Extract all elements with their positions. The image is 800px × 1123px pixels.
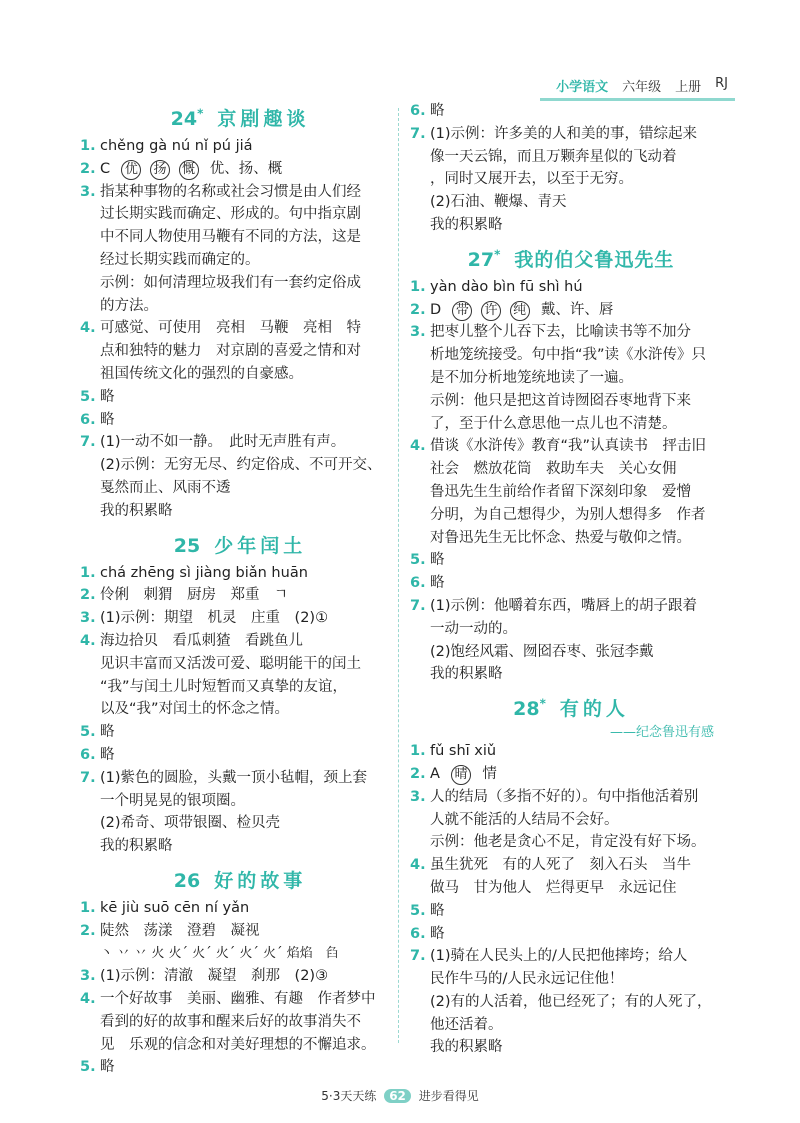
text-line: 的方法。 [100,297,158,314]
footer-brand: 5·3天天练 [321,1089,377,1103]
answer-5: 5. 略 [80,724,115,741]
answer-3: 3. 指某种事物的名称或社会习惯是由人们经 [80,183,361,200]
answer-4: 4. 海边拾贝 看瓜刺猹 看跳鱼儿 [80,632,303,649]
answer-1: 1. yàn dào bìn fū shì hú [410,278,583,295]
answer-6: 6. 略 [80,746,115,763]
text-line: (2)示例：无穷无尽、约定俗成、不可开交、 [100,457,382,474]
footer-slogan: 进步看得见 [418,1089,479,1103]
answer-2: 2. A 晴 情 [410,763,732,786]
section-title-27: 27* 我的伯父鲁迅先生 [467,247,675,271]
text-line: 示例：他只是把这首诗囫囵吞枣地背下来 [430,392,691,409]
answer-3: 3. 把枣儿整个儿吞下去，比喻读书等不加分 [410,324,691,341]
text-line: 戛然而止、风雨不透 [100,479,231,496]
accumulation-note: 我的积累略 [100,502,173,519]
text-line: 点和独特的魅力 对京剧的喜爱之情和对 [100,343,361,360]
text-line: (2)石油、鞭爆、青天 [430,194,567,211]
text-line: 社会 燃放花筒 救助车夫 关心女佣 [430,461,677,478]
text-line: 看到的好的故事和醒来后好的故事消失不 [100,1013,361,1030]
answer-5: 5. 略 [410,552,445,569]
text-line: “我”与闰土儿时短暂而又真挚的友谊， [100,678,348,695]
answer-5: 5. 略 [410,902,445,919]
circled-char: 晴 [451,765,471,785]
text-line: 像一天云锦，而且万颗奔星似的飞动着 [430,148,677,165]
section-title-24: 24* 京剧趣谈 [170,106,310,130]
text-line: 了，至于什么意思他一点儿也不清楚。 [430,415,677,432]
page-footer [0,1087,800,1104]
header-subject: 小学语文 [556,80,609,95]
section-title-25: 25 少年闰土 [173,534,307,557]
text-line: 见识丰富而又活泼可爱、聪明能干的闰土 [100,655,361,672]
text-line: 见 乐观的信念和对美好理想的不懈追求。 [100,1036,376,1053]
header-volume: 上册 [675,80,702,95]
text-line: 人就不能活的人结局不会好。 [430,811,619,828]
text-line: 是不加分析地笼统地读了一遍。 [430,369,633,386]
text-line: (2)饱经风霜、囫囵吞枣、张冠李戴 [430,643,654,660]
text-line: 示例：他老是贪心不足，肯定没有好下场。 [430,834,706,851]
text-line: 分明，为自己想得少，为别人想得多 作者 [430,506,706,523]
page-header [556,76,728,95]
section-title-26: 26 好的故事 [173,869,307,892]
right-column [410,100,732,1059]
text-line: 中不同人物使用马鞭有不同的方法，这是 [100,229,361,246]
stroke-order: 丶 丷 丷 火 火ˊ 火ˊ 火ˊ 火ˊ 火ˊ 焰焰 臽 [100,945,339,961]
answer-4: 4. 借谈《水浒传》教育“我”认真读书 抨击旧 [410,438,707,455]
header-edition: RJ [715,76,728,91]
answer-6: 6. 略 [80,411,115,428]
answer-2: 2. C 优 扬 慨 优、扬、概 [80,158,400,181]
answer-6: 6. 略 [410,575,445,592]
answer-4: 4. 虽生犹死 有的人死了 刻入石头 当牛 [410,857,691,874]
text-line: (2)有的人活着，他已经死了；有的人死了， [430,993,712,1010]
text-line: (2)希奇、项带银圈、检贝壳 [100,815,281,832]
answer-7: 7. (1)骑在人民头上的/人民把他摔垮；给人 [410,948,688,965]
answer-3: 3. (1)示例：清澈 凝望 刹那 (2)③ [80,968,329,985]
text-line: 民作牛马的/人民永远记住他！ [430,971,624,988]
text-line: 做马 甘为他人 烂得更早 永远记住 [430,879,677,896]
text-line: 鲁迅先生生前给作者留下深刻印象 爱憎 [430,483,691,500]
accumulation-note: 我的积累略 [430,666,503,683]
answer-3: 3. 人的结局（多指不好的）。句中指他活着别 [410,788,699,805]
circled-char: 慨 [179,160,199,180]
text-line: 以及“我”对闰土的怀念之情。 [100,701,290,718]
answer-2: 2. 陡然 荡漾 澄碧 凝视 [80,922,260,939]
text-line: 对鲁迅先生无比怀念、热爱与敬仰之情。 [430,529,691,546]
answer-7: 7. (1)紫色的圆脸，头戴一顶小毡帽，颈上套 [80,769,368,786]
circled-char: 扬 [150,160,170,180]
answer-2: 2. D 带 许 纯 戴、许、唇 [410,299,732,322]
left-column [80,100,400,1079]
text-line: 示例：如何清理垃圾我们有一套约定俗成 [100,274,361,291]
circled-char: 纯 [510,301,530,321]
circled-char: 带 [452,301,472,321]
answer-1: 1. kē jiù suō cēn ní yǎn [80,899,250,916]
text-line: 祖国传统文化的强烈的自豪感。 [100,365,303,382]
answer-6: 6. 略 [410,925,445,942]
text-line: 他还活着。 [430,1016,503,1033]
answer-1: 1. chá zhēng sì jiàng biǎn huān [80,564,308,581]
answer-4: 4. 一个好故事 美丽、幽雅、有趣 作者梦中 [80,991,376,1008]
section-subtitle: ——纪念鲁迅有感 [609,725,714,741]
answer-1: 1. chěng gà nú nǐ pú jiá [80,138,253,154]
answer-5: 5. 略 [80,1059,115,1076]
circled-char: 许 [481,301,501,321]
answer-7: 7. (1)一动不如一静。 此时无声胜有声。 [80,434,346,451]
page-number: 62 [384,1089,411,1103]
text-line: 过长期实践而确定、形成的。句中指京剧 [100,206,361,223]
answer-7: 7. (1)示例：他嚼着东西，嘴唇上的胡子跟着 [410,597,698,614]
text-line: 一动一动的。 [430,620,517,637]
accumulation-note: 我的积累略 [430,216,503,233]
answer-7: 7. (1)示例：许多美的人和美的事，错综起来 [410,125,698,142]
answer-4: 4. 可感觉、可使用 亮相 马鞭 亮相 特 [80,320,361,337]
text-line: 经过长期实践而确定的。 [100,251,260,268]
answer-6: 6. 略 [410,103,445,119]
section-title-28: 28* 有的人 [513,696,629,721]
text-line: 析地笼统接受。句中指“我”读《水浒传》只 [430,347,707,364]
answer-2: 2. 伶俐 刺猬 厨房 郑重 ㄱ [80,587,289,604]
answer-1: 1. fǔ shī xiǔ [410,743,497,760]
circled-char: 优 [121,160,141,180]
header-grade: 六年级 [622,80,662,95]
accumulation-note: 我的积累略 [430,1039,503,1056]
text-line: ，同时又展开去，以至于无穷。 [430,171,633,188]
answer-5: 5. 略 [80,388,115,405]
accumulation-note: 我的积累略 [100,838,173,855]
text-line: 一个明晃晃的银项圈。 [100,792,245,809]
answer-3: 3. (1)示例：期望 机灵 庄重 (2)① [80,610,329,627]
